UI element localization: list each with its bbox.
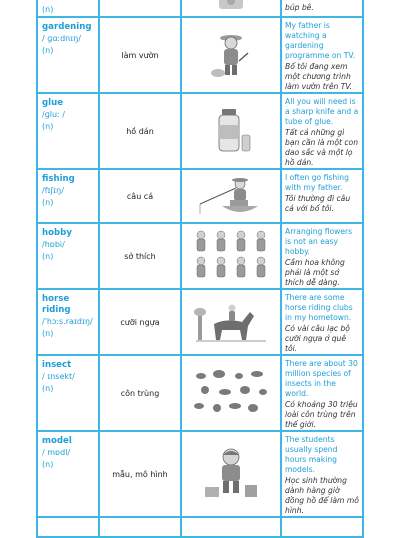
- meaning: cưỡi ngựa: [99, 289, 181, 355]
- word-cell: [37, 355, 99, 431]
- example-vi: Tất cả những gì bạn cần là một con dao sắc và một lọ hồ dán.: [285, 128, 359, 167]
- picture-cell: [181, 517, 281, 537]
- boy-with-model-icon: [201, 447, 261, 501]
- word: insect: [42, 360, 72, 370]
- word-cell: [37, 169, 99, 223]
- word-cell: (n): [37, 0, 99, 17]
- word: glue: [42, 98, 64, 108]
- horse-rider-icon: [196, 300, 266, 344]
- word-cell: [37, 93, 99, 169]
- meaning: sở thích: [99, 223, 181, 289]
- vocab-row: [37, 289, 363, 355]
- example-cell: [281, 431, 363, 517]
- example-vi: Cắm hoa không phải là một sở thích dễ dàng.: [285, 258, 345, 287]
- glue-bottle-icon: [206, 107, 256, 155]
- part-of-speech: (n): [42, 384, 54, 393]
- example-vi: Học sinh thường dành hàng giờ đồng hồ để làm mô hình.: [285, 476, 359, 515]
- picture-cell: [181, 169, 281, 223]
- example-cell: [281, 93, 363, 169]
- meaning-cell: [99, 517, 181, 537]
- meaning: làm vườn: [99, 17, 181, 93]
- example-cell: [281, 0, 363, 17]
- example-cell: [281, 223, 363, 289]
- ipa: /fɪʃɪŋ/: [42, 186, 64, 195]
- part-of-speech: (n): [42, 252, 54, 261]
- picture-cell: [181, 431, 281, 517]
- partial-row: [37, 517, 363, 537]
- vocab-row: [37, 17, 363, 93]
- meaning: câu cá: [99, 169, 181, 223]
- example-cell: [281, 517, 363, 537]
- word-cell: [37, 431, 99, 517]
- example-en: Arranging flowers is not an easy hobby.: [285, 227, 353, 256]
- part-of-speech: (n): [42, 46, 54, 55]
- ipa: / ɪnsekt/: [42, 372, 75, 381]
- example-en: I often go fishing with my father.: [285, 173, 349, 192]
- example-cell: [281, 169, 363, 223]
- ipa: /ˈhɔːs.raɪdɪŋ/: [42, 317, 93, 326]
- example-en: There are some horse riding clubs in my hometown.: [285, 293, 353, 322]
- word: fishing: [42, 174, 75, 184]
- example-vi: Có vài câu lạc bộ cưỡi ngựa ở quê tôi.: [285, 324, 350, 353]
- word: model: [42, 436, 72, 446]
- part-of-speech: (n): [42, 122, 54, 131]
- word-cell: [37, 223, 99, 289]
- meaning: hồ dán: [99, 93, 181, 169]
- toy-icon: [211, 0, 251, 13]
- example-vi: búp bê.: [285, 3, 314, 12]
- example-cell: [281, 355, 363, 431]
- part-of-speech: (n): [42, 460, 54, 469]
- hobbies-icon: [189, 229, 273, 283]
- word: gardening: [42, 22, 92, 32]
- example-en: My father is watching a gardening programme on TV.: [285, 21, 356, 60]
- picture-cell: [181, 0, 281, 17]
- vocab-row: [37, 355, 363, 431]
- ipa: / ɡɑːdnɪŋ/: [42, 34, 81, 43]
- vocab-row: [37, 431, 363, 517]
- example-cell: [281, 17, 363, 93]
- picture-cell: [181, 93, 281, 169]
- vocabulary-table: [36, 0, 364, 538]
- vocab-row: [37, 93, 363, 169]
- ipa: / mɒdl/: [42, 448, 71, 457]
- example-en: There are about 30 million species of insects in the world.: [285, 359, 358, 398]
- vocab-row: [37, 223, 363, 289]
- ipa: /ɡluː /: [42, 110, 65, 119]
- picture-cell: [181, 17, 281, 93]
- word-cell: [37, 17, 99, 93]
- picture-cell: [181, 289, 281, 355]
- example-en: All you will need is a sharp knife and a tube of glue.: [285, 97, 359, 126]
- example-cell: [281, 289, 363, 355]
- example-vi: Tôi thường đi câu cá với bố tôi.: [285, 194, 351, 213]
- meaning: côn trùng: [99, 355, 181, 431]
- fisherman-icon: [196, 174, 266, 218]
- part-of-speech: (n): [42, 198, 54, 207]
- word-cell: [37, 517, 99, 537]
- insects-icon: [191, 368, 271, 418]
- part-of-speech: (n): [42, 329, 54, 338]
- example-vi: Có khoảng 30 triệu loài côn trùng trên thế giới.: [285, 400, 358, 429]
- ipa: /hɒbi/: [42, 240, 65, 249]
- meaning: mẫu, mô hình: [99, 431, 181, 517]
- picture-cell: [181, 355, 281, 431]
- partial-row: [37, 0, 363, 17]
- example-vi: Bố tôi đang xem một chương trình làm vườn trên TV.: [285, 62, 353, 91]
- gardener-icon: [208, 31, 254, 79]
- picture-cell: [181, 223, 281, 289]
- meaning-cell: [99, 0, 181, 17]
- vocab-row: [37, 169, 363, 223]
- word: hobby: [42, 228, 72, 238]
- word: horse riding: [42, 294, 71, 315]
- example-en: The students usually spend hours making models.: [285, 435, 338, 474]
- word-cell: [37, 289, 99, 355]
